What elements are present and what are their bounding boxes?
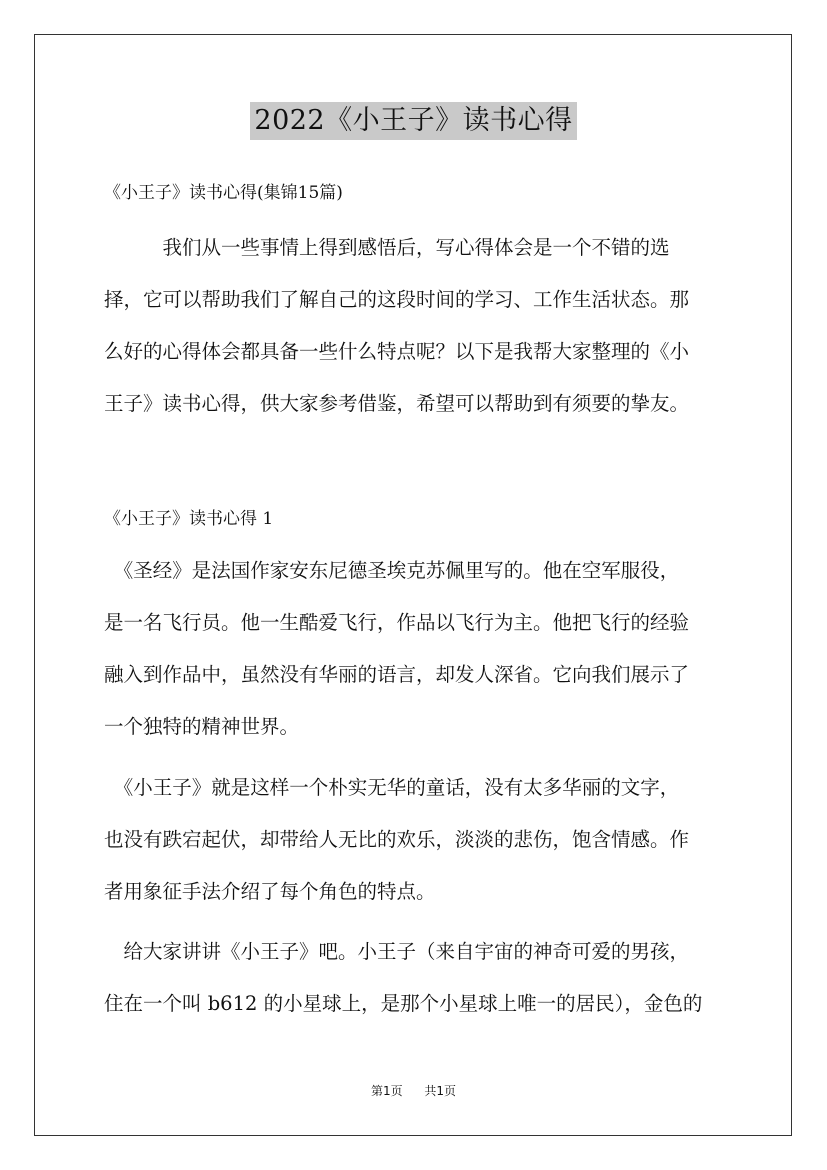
document-subtitle: 《小王子》读书心得(集锦15篇): [104, 183, 343, 203]
document-title: 2022《小王子》读书心得: [250, 102, 576, 140]
page-total: 共1页: [424, 1084, 456, 1098]
paragraph-line: 是一名飞行员。他一生酷爱飞行，作品以飞行为主。他把飞行的经验: [104, 611, 690, 634]
paragraph-1: [104, 545, 744, 753]
intro-paragraph: [104, 222, 744, 430]
paragraph-line: 给大家讲讲《小王子》吧。小王子（来自宇宙的神奇可爱的男孩，: [104, 940, 690, 963]
section-heading: 《小王子》读书心得 1: [104, 509, 274, 529]
paragraph-3: [104, 926, 744, 1030]
paragraph-line: 一个独特的精神世界。: [104, 715, 300, 738]
paragraph-line: 住在一个叫 b612 的小星球上，是那个小星球上唯一的居民），金色的: [104, 992, 703, 1015]
page-footer: [0, 1083, 827, 1099]
paragraph-line: 《圣经》是法国作家安东尼德圣埃克苏佩里写的。他在空军服役，: [104, 559, 680, 582]
intro-line: 么好的心得体会都具备一些什么特点呢？以下是我帮大家整理的《小: [104, 340, 690, 363]
paragraph-line: 也没有跌宕起伏，却带给人无比的欢乐，淡淡的悲伤，饱含情感。作: [104, 828, 690, 851]
paragraph-line: 融入到作品中，虽然没有华丽的语言，却发人深省。它向我们展示了: [104, 663, 690, 686]
title-wrap: [0, 102, 827, 140]
intro-line: 王子》读书心得，供大家参考借鉴，希望可以帮助到有须要的挚友。: [104, 392, 690, 415]
paragraph-2: [104, 762, 744, 918]
page-number: 第1页: [371, 1084, 403, 1098]
intro-line: 择，它可以帮助我们了解自己的这段时间的学习、工作生活状态。那: [104, 288, 690, 311]
paragraph-line: 《小王子》就是这样一个朴实无华的童话，没有太多华丽的文字，: [104, 776, 680, 799]
paragraph-line: 者用象征手法介绍了每个角色的特点。: [104, 880, 436, 903]
intro-line: 我们从一些事情上得到感悟后，写心得体会是一个不错的选: [104, 236, 670, 259]
